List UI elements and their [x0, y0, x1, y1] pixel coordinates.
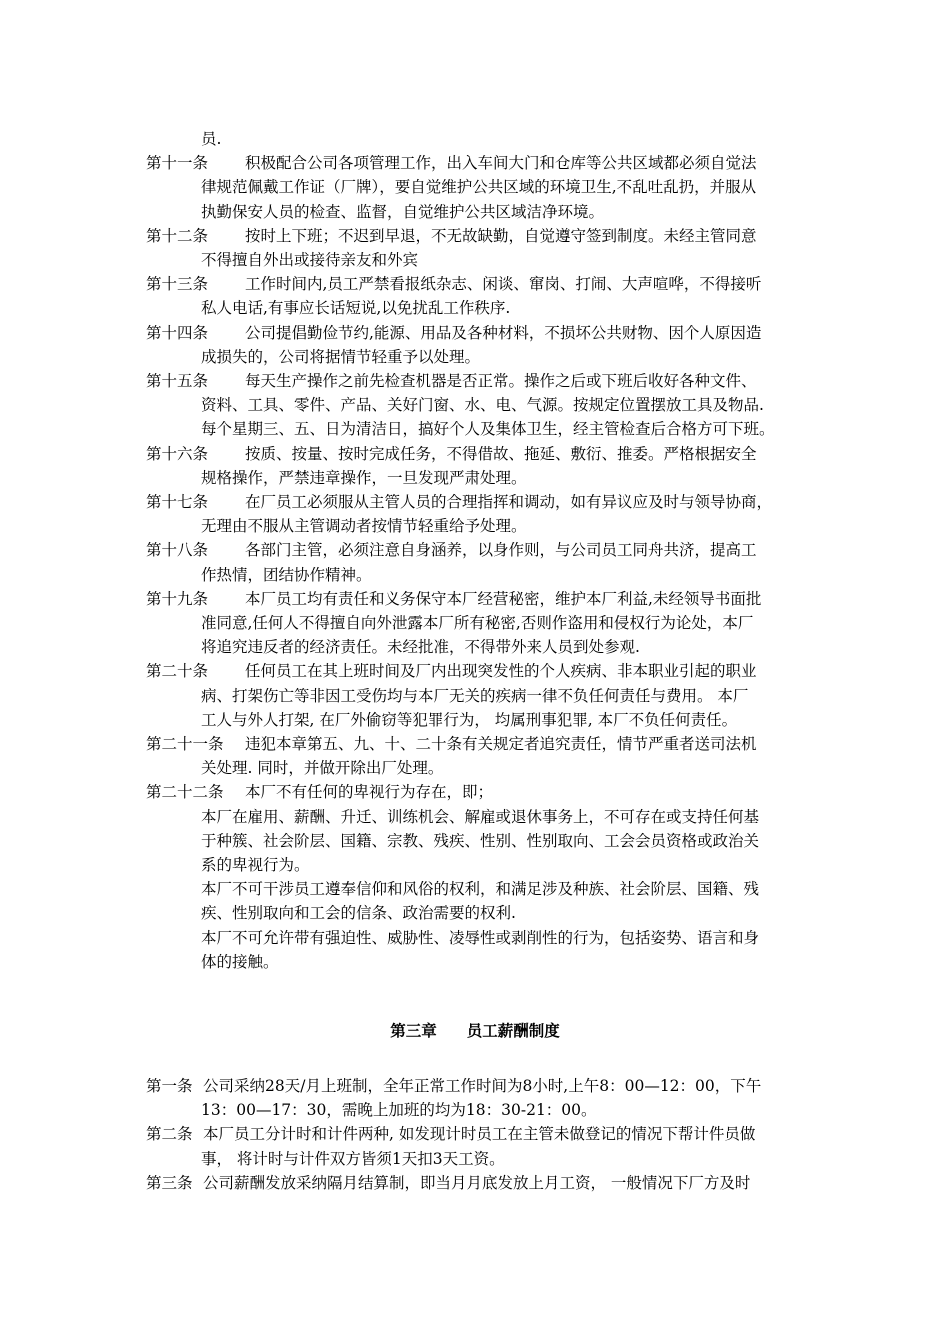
article-text-line: 将追究违反者的经济责任。未经批准，不得带外来人员到处参观. [201, 638, 640, 657]
article-text-line: 本厂在雇用、薪酬、升迁、训练机会、解雇或退休事务上，不可存在或支持任何基 [201, 807, 760, 826]
chapter-heading [0, 1019, 950, 1043]
article-number: 第十九条 [146, 589, 209, 608]
article-text-line: 公司采纳28天/月上班制，全年正常工作时间为8小时,上午8：00—12：00，下午 [203, 1077, 762, 1095]
article-number: 第十二条 [146, 226, 209, 245]
article-text-line: 本厂不有任何的卑视行为存在，即； [245, 783, 494, 802]
article-number: 第十一条 [146, 154, 209, 173]
article-number: 第十六条 [146, 444, 209, 463]
article-text-line: 规格操作，严禁违章操作，一旦发现严肃处理。 [201, 468, 527, 487]
article-number: 第二十一条 [146, 735, 224, 753]
article-text-line: 工人与外人打架, 在厂外偷窃等犯罪行为， 均属刑事犯罪, 本厂不负任何责任。 [201, 710, 738, 729]
article-text-line: 公司提倡勤俭节约,能源、用品及各种材料，不损坏公共财物、因个人原因造 [245, 323, 762, 342]
article-text-line: 每个星期三、五、日为清洁日，搞好个人及集体卫生，经主管检查后合格方可下班。 [201, 420, 775, 439]
article-number: 第十七条 [146, 493, 209, 511]
article-text-line: 积极配合公司各项管理工作，出入车间大门和仓库等公共区域都必须自觉法 [245, 154, 757, 173]
article-text-line: 每天生产操作之前先检查机器是否正常。操作之后或下班后收好各种文件、 [245, 372, 757, 390]
article-text-line: 工作时间内,员工严禁看报纸杂志、闲谈、窜岗、打闹、大声喧哗，不得接听 [245, 275, 762, 294]
article-number: 第一条 [146, 1077, 193, 1095]
article-text-line: 作热情，团结协作精神。 [201, 565, 372, 584]
article-text-line: 事， 将计时与计件双方皆须1天扣3天工资。 [201, 1149, 505, 1168]
article-text-line: 疾、性别取向和工会的信条、政治需要的权利. [201, 904, 516, 923]
article-text-line: 本厂员工均有责任和义务保守本厂经营秘密，维护本厂利益,未经领导书面批 [245, 589, 762, 608]
article-text-line: 成损失的，公司将据情节轻重予以处理。 [201, 347, 481, 366]
article-text-line: 员. [201, 130, 222, 148]
article-number: 第二十条 [146, 662, 209, 681]
article-text-line: 于种簇、社会阶层、国籍、宗教、残疾、性别、性别取向、工会会员资格或政治关 [201, 831, 760, 850]
article-text-line: 律规范佩戴工作证（厂牌），要自觉维护公共区域的环境卫生,不乱吐乱扔，并服从 [201, 178, 757, 197]
article-number: 第二条 [146, 1125, 193, 1144]
article-text-line: 本厂不可干涉员工遵奉信仰和风俗的权利，和满足涉及种族、社会阶层、国籍、残 [201, 880, 760, 899]
article-number: 第三条 [146, 1173, 193, 1192]
article-text-line: 私人电话,有事应长话短说,以免扰乱工作秩序. [201, 299, 511, 318]
article-text-line: 资料、工具、零件、产品、关好门窗、水、电、气源。按规定位置摆放工具及物品. [201, 396, 764, 415]
article-text-line: 公司薪酬发放采纳隔月结算制，即当月月底发放上月工资， 一般情况下厂方及时 [203, 1173, 751, 1192]
article-text-line: 违犯本章第五、九、十、二十条有关规定者追究责任，情节严重者送司法机 [245, 735, 757, 753]
article-text-line: 系的卑视行为。 [201, 856, 310, 874]
article-text-line: 按时上下班；不迟到早退，不无故缺勤，自觉遵守签到制度。未经主管同意 [245, 226, 757, 245]
article-text-line: 本厂员工分计时和计件两种, 如发现计时员工在主管未做登记的情况下帮计件员做 [203, 1125, 756, 1144]
article-text-line: 13：00—17：30，需晚上加班的均为18：30-21：00。 [201, 1101, 597, 1120]
article-text-line: 关处理. 同时，并做开除出厂处理。 [201, 759, 444, 778]
article-text-line: 无理由不服从主管调动者按情节轻重给予处理。 [201, 517, 527, 536]
article-text-line: 任何员工在其上班时间及厂内出现突发性的个人疾病、非本职业引起的职业 [245, 662, 757, 681]
article-number: 第十三条 [146, 275, 209, 294]
article-text-line: 各部门主管，必须注意自身涵养，以身作则，与公司员工同舟共济，提高工 [245, 541, 757, 560]
article-text-line: 本厂不可允许带有强迫性、威胁性、凌辱性或剥削性的行为，包括姿势、语言和身 [201, 928, 760, 947]
article-text-line: 在厂员工必须服从主管人员的合理指挥和调动，如有异议应及时与领导协商， [245, 493, 773, 511]
article-text-line: 体的接触。 [201, 952, 279, 971]
chapter-title: 员工薪酬制度 [466, 1021, 560, 1040]
article-number: 第二十二条 [146, 783, 224, 802]
article-number: 第十八条 [146, 541, 209, 560]
article-text-line: 执勤保安人员的检查、监督，自觉维护公共区域洁净环境。 [201, 202, 605, 221]
article-number: 第十四条 [146, 323, 209, 342]
chapter-number: 第三章 [390, 1021, 437, 1040]
article-text-line: 按质、按量、按时完成任务，不得借故、拖延、敷衍、推委。严格根据安全 [245, 444, 757, 463]
article-text-line: 病、打架伤亡等非因工受伤均与本厂无关的疾病一律不负任何责任与费用。 本厂 [201, 686, 749, 705]
article-number: 第十五条 [146, 372, 209, 390]
article-text-line: 准同意,任何人不得擅自向外泄露本厂所有秘密,否则作盗用和侵权行为论处，本厂 [201, 614, 754, 632]
article-text-line: 不得擅自外出或接待亲友和外宾 [201, 251, 419, 269]
